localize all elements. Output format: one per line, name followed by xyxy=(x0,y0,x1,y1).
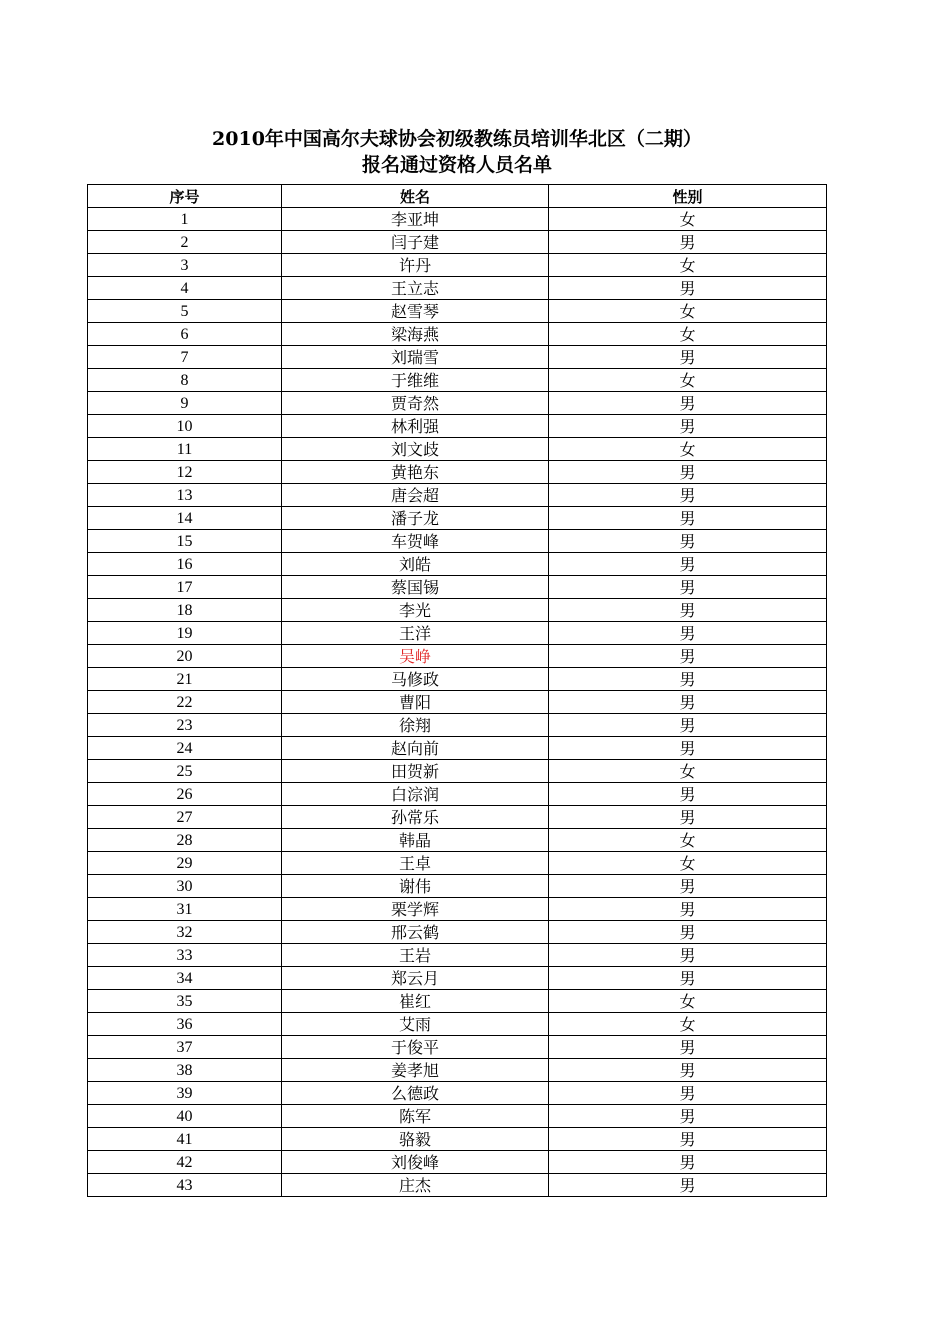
row-gender: 男 xyxy=(549,1151,827,1174)
row-index: 32 xyxy=(88,921,282,944)
table-row xyxy=(88,1174,827,1197)
row-index: 28 xyxy=(88,829,282,852)
table-row xyxy=(88,1082,827,1105)
row-index: 41 xyxy=(88,1128,282,1151)
row-index: 30 xyxy=(88,875,282,898)
row-name: 王岩 xyxy=(282,944,549,967)
table-row xyxy=(88,806,827,829)
row-name: 谢伟 xyxy=(282,875,549,898)
row-name: 王卓 xyxy=(282,852,549,875)
row-name: 陈军 xyxy=(282,1105,549,1128)
table-row xyxy=(88,392,827,415)
row-gender: 男 xyxy=(549,1128,827,1151)
row-gender: 男 xyxy=(549,553,827,576)
row-name: 刘皓 xyxy=(282,553,549,576)
table-row xyxy=(88,967,827,990)
table-row xyxy=(88,829,827,852)
row-name: 孙常乐 xyxy=(282,806,549,829)
row-name: 崔红 xyxy=(282,990,549,1013)
row-index: 27 xyxy=(88,806,282,829)
row-name: 曹阳 xyxy=(282,691,549,714)
roster-table xyxy=(87,184,827,1197)
table-row xyxy=(88,461,827,484)
table-row xyxy=(88,507,827,530)
row-index: 23 xyxy=(88,714,282,737)
column-header-name: 姓名 xyxy=(282,185,549,208)
table-row xyxy=(88,553,827,576)
row-index: 1 xyxy=(88,208,282,231)
row-gender: 男 xyxy=(549,898,827,921)
row-gender: 男 xyxy=(549,507,827,530)
row-name: 贾奇然 xyxy=(282,392,549,415)
table-row xyxy=(88,576,827,599)
table-row xyxy=(88,369,827,392)
row-name: 潘子龙 xyxy=(282,507,549,530)
row-index: 42 xyxy=(88,1151,282,1174)
row-name: 梁海燕 xyxy=(282,323,549,346)
table-row xyxy=(88,760,827,783)
table-row xyxy=(88,277,827,300)
row-gender: 男 xyxy=(549,1036,827,1059)
row-name: 刘瑞雪 xyxy=(282,346,549,369)
row-gender: 男 xyxy=(549,1082,827,1105)
table-row xyxy=(88,300,827,323)
row-name: 王立志 xyxy=(282,277,549,300)
row-name: 王洋 xyxy=(282,622,549,645)
row-gender: 男 xyxy=(549,1174,827,1197)
row-gender: 男 xyxy=(549,461,827,484)
row-gender: 女 xyxy=(549,438,827,461)
row-index: 29 xyxy=(88,852,282,875)
table-row xyxy=(88,1128,827,1151)
row-gender: 男 xyxy=(549,944,827,967)
table-row xyxy=(88,852,827,875)
row-gender: 男 xyxy=(549,737,827,760)
table-body xyxy=(88,208,827,1197)
row-name: 么德政 xyxy=(282,1082,549,1105)
row-gender: 男 xyxy=(549,277,827,300)
row-name: 车贺峰 xyxy=(282,530,549,553)
row-gender: 女 xyxy=(549,300,827,323)
table-row xyxy=(88,208,827,231)
row-gender: 男 xyxy=(549,484,827,507)
row-index: 10 xyxy=(88,415,282,438)
row-index: 25 xyxy=(88,760,282,783)
row-index: 18 xyxy=(88,599,282,622)
column-header-index: 序号 xyxy=(88,185,282,208)
row-name: 赵向前 xyxy=(282,737,549,760)
row-gender: 男 xyxy=(549,714,827,737)
row-gender: 女 xyxy=(549,323,827,346)
table-row xyxy=(88,1105,827,1128)
row-name: 白淙润 xyxy=(282,783,549,806)
row-index: 4 xyxy=(88,277,282,300)
column-header-gender: 性别 xyxy=(549,185,827,208)
page-subtitle: 报名通过资格人员名单 xyxy=(361,154,552,176)
table-row xyxy=(88,737,827,760)
table-row xyxy=(88,921,827,944)
row-index: 39 xyxy=(88,1082,282,1105)
row-name: 于俊平 xyxy=(282,1036,549,1059)
table-row xyxy=(88,530,827,553)
row-gender: 女 xyxy=(549,369,827,392)
row-gender: 男 xyxy=(549,231,827,254)
row-index: 15 xyxy=(88,530,282,553)
page-title: 2010年中国高尔夫球协会初级教练员培训华北区（二期） xyxy=(212,128,702,150)
row-index: 21 xyxy=(88,668,282,691)
table-row xyxy=(88,484,827,507)
row-name: 庄杰 xyxy=(282,1174,549,1197)
row-gender: 男 xyxy=(549,806,827,829)
row-index: 36 xyxy=(88,1013,282,1036)
table-row xyxy=(88,1036,827,1059)
row-index: 2 xyxy=(88,231,282,254)
row-index: 13 xyxy=(88,484,282,507)
row-gender: 男 xyxy=(549,346,827,369)
row-name: 许丹 xyxy=(282,254,549,277)
row-name: 栗学辉 xyxy=(282,898,549,921)
row-name: 黄艳东 xyxy=(282,461,549,484)
table-row xyxy=(88,599,827,622)
row-gender: 男 xyxy=(549,967,827,990)
table-row xyxy=(88,622,827,645)
row-index: 7 xyxy=(88,346,282,369)
header-row xyxy=(88,185,827,208)
row-index: 40 xyxy=(88,1105,282,1128)
table-row xyxy=(88,415,827,438)
row-index: 22 xyxy=(88,691,282,714)
row-index: 14 xyxy=(88,507,282,530)
row-name: 闫子建 xyxy=(282,231,549,254)
row-name: 田贺新 xyxy=(282,760,549,783)
row-name: 骆毅 xyxy=(282,1128,549,1151)
table-row xyxy=(88,346,827,369)
row-gender: 男 xyxy=(549,645,827,668)
table-row xyxy=(88,231,827,254)
row-index: 19 xyxy=(88,622,282,645)
row-index: 43 xyxy=(88,1174,282,1197)
table-row xyxy=(88,323,827,346)
row-name: 马修政 xyxy=(282,668,549,691)
table-row xyxy=(88,645,827,668)
row-name: 徐翔 xyxy=(282,714,549,737)
table-row xyxy=(88,254,827,277)
row-gender: 女 xyxy=(549,829,827,852)
row-name: 姜孝旭 xyxy=(282,1059,549,1082)
row-name: 李亚坤 xyxy=(282,208,549,231)
row-gender: 男 xyxy=(549,415,827,438)
row-gender: 男 xyxy=(549,622,827,645)
row-index: 26 xyxy=(88,783,282,806)
table-row xyxy=(88,875,827,898)
row-index: 16 xyxy=(88,553,282,576)
row-name: 唐会超 xyxy=(282,484,549,507)
row-gender: 男 xyxy=(549,1059,827,1082)
row-name: 邢云鹤 xyxy=(282,921,549,944)
row-index: 34 xyxy=(88,967,282,990)
table-row xyxy=(88,668,827,691)
row-index: 12 xyxy=(88,461,282,484)
table-row xyxy=(88,438,827,461)
row-gender: 男 xyxy=(549,668,827,691)
table-row xyxy=(88,1151,827,1174)
row-name: 赵雪琴 xyxy=(282,300,549,323)
table-row xyxy=(88,990,827,1013)
row-name: 李光 xyxy=(282,599,549,622)
row-name: 于维维 xyxy=(282,369,549,392)
row-index: 37 xyxy=(88,1036,282,1059)
row-gender: 女 xyxy=(549,990,827,1013)
row-gender: 女 xyxy=(549,852,827,875)
row-gender: 女 xyxy=(549,760,827,783)
row-gender: 男 xyxy=(549,392,827,415)
row-name: 艾雨 xyxy=(282,1013,549,1036)
table-row xyxy=(88,944,827,967)
table-row xyxy=(88,1013,827,1036)
table-row xyxy=(88,691,827,714)
row-index: 3 xyxy=(88,254,282,277)
row-gender: 男 xyxy=(549,921,827,944)
row-gender: 男 xyxy=(549,530,827,553)
row-index: 24 xyxy=(88,737,282,760)
row-name: 郑云月 xyxy=(282,967,549,990)
row-index: 31 xyxy=(88,898,282,921)
row-name: 刘文歧 xyxy=(282,438,549,461)
row-gender: 男 xyxy=(549,691,827,714)
row-index: 11 xyxy=(88,438,282,461)
row-name: 吴峥 xyxy=(282,645,549,668)
table-row xyxy=(88,714,827,737)
table-row xyxy=(88,783,827,806)
row-gender: 男 xyxy=(549,576,827,599)
row-index: 35 xyxy=(88,990,282,1013)
row-gender: 女 xyxy=(549,1013,827,1036)
row-gender: 女 xyxy=(549,254,827,277)
row-gender: 女 xyxy=(549,208,827,231)
row-index: 33 xyxy=(88,944,282,967)
row-index: 20 xyxy=(88,645,282,668)
table-row xyxy=(88,898,827,921)
row-index: 17 xyxy=(88,576,282,599)
row-index: 9 xyxy=(88,392,282,415)
row-gender: 男 xyxy=(549,1105,827,1128)
row-name: 刘俊峰 xyxy=(282,1151,549,1174)
row-name: 蔡国锡 xyxy=(282,576,549,599)
table-header xyxy=(88,185,827,208)
row-gender: 男 xyxy=(549,599,827,622)
row-index: 8 xyxy=(88,369,282,392)
row-gender: 男 xyxy=(549,783,827,806)
row-gender: 男 xyxy=(549,875,827,898)
row-name: 林利强 xyxy=(282,415,549,438)
row-name: 韩晶 xyxy=(282,829,549,852)
row-index: 38 xyxy=(88,1059,282,1082)
row-index: 6 xyxy=(88,323,282,346)
table-row xyxy=(88,1059,827,1082)
row-index: 5 xyxy=(88,300,282,323)
